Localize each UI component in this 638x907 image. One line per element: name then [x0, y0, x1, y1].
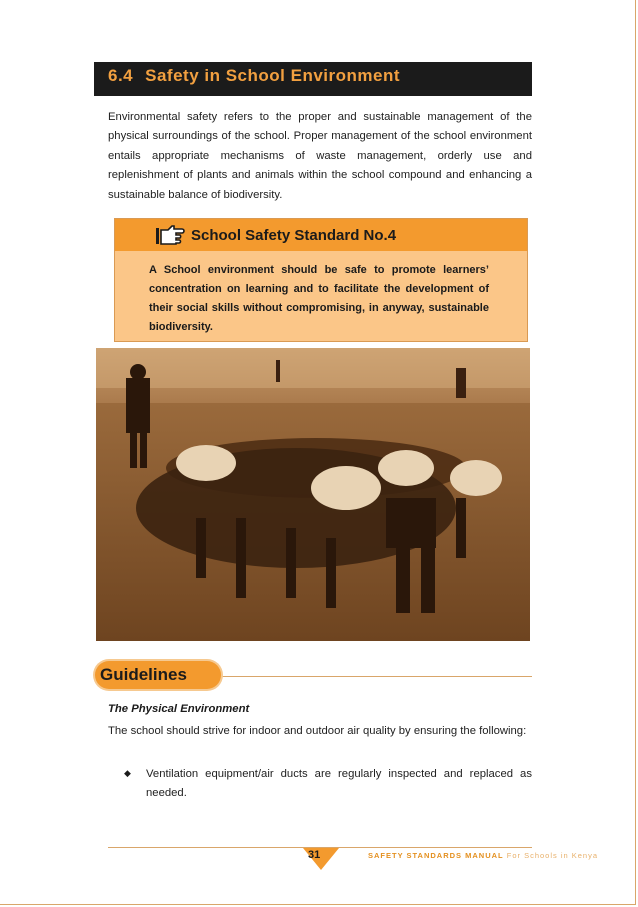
- guidelines-paragraph: The school should strive for indoor and outdoor air quality by ensuring the following:: [108, 725, 527, 737]
- section-title: Safety in School Environment: [145, 66, 401, 85]
- rugby-scrum-photo: [96, 348, 530, 641]
- section-number: 6.4: [108, 66, 134, 85]
- photo-illustration: [96, 348, 530, 641]
- footer-title: [368, 851, 598, 860]
- bullet-item: Ventilation equipment/air ducts are regularly inspected and replaced as needed.: [146, 768, 532, 799]
- guidelines-rule: [221, 676, 532, 677]
- safety-standard-box: [114, 218, 528, 342]
- footer-manual-sub: For Schools in Kenya: [506, 851, 599, 860]
- physical-environment-heading: The Physical Environment: [108, 703, 250, 715]
- safety-standard-title: [155, 223, 515, 247]
- pointing-hand-icon: [155, 224, 185, 246]
- page-number: 31: [308, 849, 321, 861]
- safety-standard-text: A School environment should be safe to promote learners’ concentration on learning and to facilitate the development of their social skills without compromising, in anyway, sustainable biodiversity.: [149, 264, 489, 333]
- intro-paragraph: Environmental safety refers to the proper and sustainable management of the physical surroundings of the school. Proper management of the school environment entails appropriate mechanisms of waste management, orderly use and replenishment of plants and animals within the school compound and enhancing a sustainable balance of biodiversity.: [108, 111, 532, 201]
- footer-manual-title: SAFETY STANDARDS MANUAL: [368, 851, 504, 860]
- section-heading: [108, 66, 400, 86]
- bullet-diamond-icon: ◆: [124, 768, 131, 778]
- standard-title-text: School Safety Standard No.4: [191, 226, 397, 244]
- guidelines-heading: Guidelines: [100, 665, 187, 684]
